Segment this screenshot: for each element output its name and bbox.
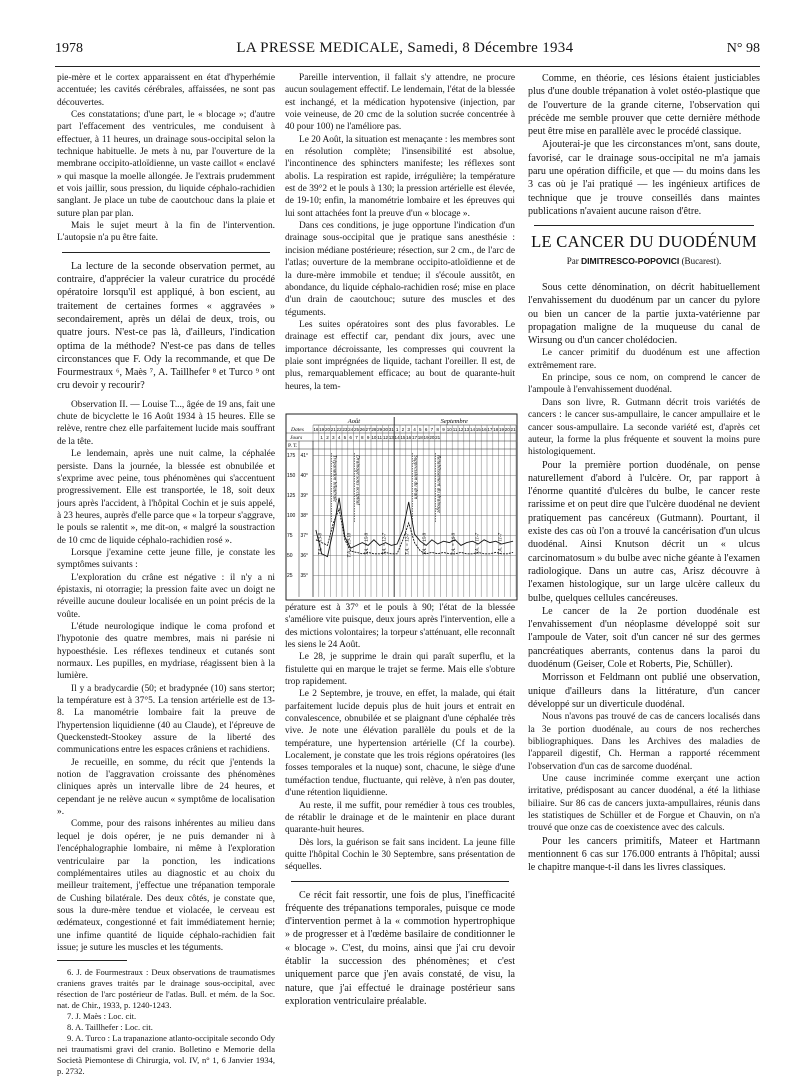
paragraph: Ajouterai-je que les circonstances m'ont, sans doute, favorisé, car le drainage sous-occipital ne m'a jamais paru une opération difficile, et que — du moins dans les 3 cas où je l'ai pratiqué — les ingénieux artifices de technique que je trouve conseillés dans maintes publications n'avaient aucune raison d'être.: [528, 139, 760, 217]
paragraph: pie-mère et le cortex apparaissent en état d'hyperhémie accentuée; les cavités cérébrales, affaissées, ne sont pas découvertes.: [57, 73, 275, 108]
footnote: 9. A. Turco : La trapanazione atlanto-occipitale secondo Ody nei traumatismi gravi del cranio. Bolletino e Memorie della Società Piemontese di Chirurgia, vol. IV, n° 1, 6 Janvier 1934, p. 2732.: [57, 1033, 275, 1077]
date-tick-label: 19: [319, 427, 325, 432]
day-tick-label: 12: [382, 435, 389, 440]
paragraph: Le lendemain, après une nuit calme, la céphalée persiste. Dans la journée, la blessée est obnubilée et s'exprime avec peine, tous phénomènes qui s'accentuent progressivement. Elle est transportée, le 18, soit deux jours après l'accident, à l'hôpital Cochin et je suis appelé, à 23 heures, auprès d'elle parce que « la torpeur s'aggrave, le pouls se ralentit », me dit-on, « malgré la soustraction de 10 cmc de liquide céphalo-rachidien rosé ».: [57, 449, 275, 546]
author-name: DIMITRESCO-POPOVICI: [580, 255, 680, 266]
paragraph: Sous cette dénomination, on décrit habituellement l'envahissement du duodénum par un cancer du pylore ou bien un cancer de la partie juxta-vatérienne par propagation maligne de la muqueuse du canal de Wirsung ou d'un cancer cholédocien.: [528, 281, 760, 347]
article-title: LE CANCER DU DUODÉNUM: [531, 232, 757, 252]
pulse-tick-label: 75: [287, 533, 293, 539]
date-tick-label: 6: [424, 427, 428, 432]
temp-tick-label: 38°: [300, 513, 309, 519]
ta-label: T.A. = 15-9: [423, 533, 429, 556]
temp-tick-label: 37°: [300, 533, 309, 539]
footnote: 8. A. Taillhefer : Loc. cit.: [67, 1022, 153, 1033]
annotation-label: Trépanation bilatérale: [331, 455, 338, 502]
separator: [62, 252, 269, 253]
paragraph: Je recueille, en somme, du récit que j'entends la notion de l'aggravation croissante des phénomènes cliniques après un intervalle libre de 24 heures, et cependant je ne relève aucun « symptôme de localisation ».: [57, 757, 275, 818]
footnote-rule: [57, 960, 127, 961]
legend-temp: [496, 596, 497, 597]
day-tick-label: 6: [349, 435, 352, 440]
paragraph: Nous n'avons pas trouvé de cas de cancers localisés dans la 3e portion duodénale, au cours de nos recherches bibliographiques. Dans les Archives des maladies de l'appareil digestif, Ch. Herman a rapporté récemment l'observation d'un cas de sarcome duodénal.: [528, 712, 760, 772]
header-rule: [55, 66, 760, 67]
separator: [291, 881, 510, 882]
date-tick-label: 12: [458, 427, 464, 432]
paragraph: La lecture de la seconde observation permet, au contraire, d'apprécier la valeur curatrice du procédé opératoire lorsqu'il est appliqué, à bon escient, au traitement de certaines formes « aggravées » secondairement, après un délai de deux, trois, ou quatre jours. N'est-ce pas là, d'ailleurs, l'indication optima de la méthode? N'est-ce pas dans de telles circonstances que F. Ody la recommande, et que De Fourmestraux ⁶, Maès ⁷, A. Taillhefer ⁸ et Turco ⁹ ont cru devoir y recourir?: [57, 260, 275, 392]
date-tick-label: 20: [504, 427, 510, 432]
date-tick-label: 15: [475, 427, 481, 432]
date-tick-label: 26: [359, 427, 365, 432]
paragraph: L'étude neurologique indique le coma profond et l'hypotonie des quatre membres, mais ni parésie ni hypoesthésie. Les réflexes tendineux et cutanés sont normaux. Les pupilles, en mydriase, réagissent bien à la lumière.: [57, 621, 275, 682]
temp-tick-label: 41°: [300, 453, 309, 459]
paragraph: pérature est à 37° et le pouls à 90; l'état de la blessée s'améliore vite puisque, deux jours après l'intervention, elle a des mictions volontaires; la torpeur s'atténuant, elle reconnaît les siens le 24 Août.: [285, 603, 515, 651]
month-label: Août: [347, 418, 361, 425]
paragraph: Les suites opératoires sont des plus favorables. Le drainage est effectif car, pendant dix jours, avec une importance décroissante, les compresses qui couvrent la plaie sont imprégnées de liquide, tachant l'oreiller. Il est, de plus, remarquablement efficace; au bout de quarante-huit heures, la tem-: [285, 319, 515, 392]
date-tick-label: 7: [430, 427, 434, 432]
clinical-chart-svg: [285, 413, 518, 601]
date-tick-label: 20: [324, 427, 331, 432]
row-label-pt: P. T.: [288, 443, 298, 449]
byline-par: Par: [566, 255, 579, 266]
column-2-top: [285, 72, 515, 412]
date-tick-label: 22: [336, 427, 342, 432]
byline: [528, 255, 760, 267]
date-tick-label: 2: [401, 427, 405, 432]
paragraph: Observation II. — Louise T..., âgée de 19 ans, fait une chute de bicyclette le 16 Août 1934 à 15 heures. Elle se relève, rentre chez elle parfaitement lucide mais souffrant de la tête.: [57, 399, 275, 447]
day-tick-label: 14: [394, 435, 400, 440]
date-tick-label: 14: [469, 427, 476, 432]
paragraph: Ces constatations; d'une part, le « blocage »; d'autre part l'effacement des ventricules, me conduisent à effectuer, à 11 heures, un drainage sous-occipital selon la technique habituelle. Je mets à nu, par l'ouverture de la membrane occipito-atloïdienne, un vaste caillot « enclavé » qui masque la moelle allongée. Je l'extrais prudemment et vois jaillir, sous pression, du liquide céphalo-rachidien sanglant. Je place un tube de caoutchouc dans la plaie et suture plan par plan.: [57, 110, 275, 219]
paragraph: Il y a bradycardie (50; et bradypnée (10) sans stertor; la température est à 37°5. La tension artérielle est de 13-8. La manométrie lombaire fait la preuve de l'hypertension liquidienne (40 au Claude), et l'épreuve de Queckenstedt-Stookey assure de la liberté des communications entre les espaces crâniens et rachidiens.: [57, 683, 275, 756]
temp-tick-label: 40°: [300, 473, 309, 479]
column-3: [528, 72, 760, 1077]
paragraph: Comme, pour des raisons inhérentes au milieu dans lequel je dois opérer, je ne puis demander ni à l'encéphalographie lombaire, ni même à l'exploration ventriculaire par la ponction, les indications complémentaires utiles au diagnostic et au choix du meilleur traitement, j'effectue une trépanation temporale de Cushing bilatérale. Des deux côtés, je constate que, sous la dure-mère tendue et violacée, le cerveau est œdémateux, congestionné et fait immédiatement hernie; une infime quantité de liquide céphalo-rachidien fait issue; je suture les muscles et les téguments.: [57, 819, 275, 953]
paragraph: Dans son livre, R. Gutmann décrit trois variétés de cancers : le cancer sus-ampullaire, le cancer ampullaire et le cancer sous-ampullaire. La seconde variété est, d'après cet auteur, la forme la plus fréquente et souvent la moins pure histologiquement.: [528, 397, 760, 458]
footnote: 6. J. de Fourmestraux : Deux observations de traumatismes craniens graves traités par le drainage sous-occipital, avec résection de l'arc postérieur de l'atlas. Bull. et mém. de la Soc. nat. de Chir., 1933, p. 1240-1243.: [57, 967, 275, 1011]
paragraph: Dès lors, la guérison se fait sans incident. La jeune fille quitte l'hôpital Cochin le 30 Septembre, sans présentation de séquelles.: [285, 837, 515, 873]
paragraph: L'exploration du crâne est négative : il n'y a ni épistaxis, ni otorragie; la pression faite avec un doigt ne réveille aucune douleur localisée en un point précis de la voûte.: [57, 572, 275, 620]
day-tick-label: 10: [371, 435, 377, 440]
day-tick-label: 21: [435, 435, 441, 440]
date-tick-label: 8: [436, 427, 439, 432]
date-tick-label: 4: [413, 427, 416, 432]
column-2-bottom: [285, 602, 515, 1077]
annotation-label: Suppression du drain: [412, 455, 419, 500]
legend-pulse: [482, 596, 483, 597]
ta-label: T.A. = 11-7: [498, 533, 504, 555]
date-tick-label: 10: [446, 427, 452, 432]
date-tick-label: 9: [442, 427, 445, 432]
chart-frame: [286, 414, 517, 600]
month-label: Septembre: [440, 418, 468, 425]
temperature-curve: [316, 509, 513, 554]
ta-label: T.A. = 12-7: [405, 533, 411, 556]
pulse-tick-label: 25: [287, 573, 293, 579]
day-tick-label: 16: [406, 435, 412, 440]
date-tick-label: 19: [498, 427, 505, 432]
date-tick-label: 29: [377, 427, 383, 432]
paragraph: Le cancer primitif du duodénum est une affection extrêmement rare.: [528, 348, 760, 371]
journal-title: LA PRESSE MEDICALE, Samedi, 8 Décembre 1934: [236, 40, 574, 56]
ta-label: T.A. = 12-7: [382, 533, 388, 556]
annotation-label: Rétablissement du drainage: [435, 455, 442, 513]
day-tick-label: 1: [320, 435, 323, 440]
date-tick-label: 16: [313, 427, 319, 432]
date-tick-label: 5: [419, 427, 422, 432]
date-tick-label: 21: [510, 427, 516, 432]
paragraph: Le 28, je supprime le drain qui paraît superflu, et la fistulette qui en marque le trajet se ferme. Mais elle s'obture trop rapidement.: [285, 652, 515, 688]
paragraph: Mais le sujet meurt à la fin de l'intervention. L'autopsie n'a pu être faite.: [57, 221, 275, 244]
date-tick-label: 24: [348, 427, 354, 432]
paragraph: Ce récit fait ressortir, une fois de plus, l'inefficacité fréquente des trépanations temporales, puisque ce mode d'intervention permet à la « commotion hypertrophique » de progresser et à l'œdème basilaire de conditionner le « blocage ». C'est, du moins, ainsi que j'ai cru devoir établir la succession des phénomènes; et c'est uniquement parce que j'en avais constaté, de visu, la nature, que j'ai effectué le drainage postérieur sans exploration ventriculaire préalable.: [285, 889, 515, 1007]
paragraph: En principe, sous ce nom, on comprend le cancer de l'ampoule à l'envahissement duodénal.: [528, 373, 760, 396]
date-tick-label: 1: [395, 427, 399, 432]
date-tick-label: 17: [487, 427, 493, 432]
day-tick-label: 11: [377, 435, 383, 440]
paragraph: Lorsque j'examine cette jeune fille, je constate les symptômes suivants :: [57, 547, 275, 571]
paragraph: Au reste, il me suffit, pour remédier à tous ces troubles, de rétablir le drainage et de le maintenir en place durant quarante-huit heures.: [285, 800, 515, 836]
date-tick-label: 16: [481, 427, 487, 432]
paragraph: Pour les cancers primitifs, Mateer et Hartmann mentionnent 6 cas sur 176.000 entrants à l'hôpital; aussi le chapitre manque-t-il dans les livres classiques.: [528, 835, 760, 874]
pulse-tick-label: 125: [287, 493, 296, 499]
ta-label: T.A. = 15-9: [365, 533, 371, 556]
pulse-tick-label: 50: [287, 553, 293, 559]
annotation-label: Drainage sous occipital: [354, 455, 361, 505]
day-tick-label: 4: [337, 435, 341, 440]
date-tick-label: 30: [382, 427, 389, 432]
day-tick-label: 9: [366, 435, 370, 440]
date-tick-label: 11: [452, 427, 458, 432]
date-tick-label: 23: [342, 427, 348, 432]
temp-tick-label: 39°: [300, 493, 309, 499]
date-tick-label: 31: [388, 427, 394, 432]
day-tick-label: 5: [343, 435, 347, 440]
issue-number: N° 98: [726, 41, 760, 56]
day-tick-label: 19: [423, 435, 429, 440]
paragraph: Le cancer de la 2e portion duodénale est l'envahissement d'un néoplasme développé soit sur l'ampoule de Vater, soit d'un cancer né sur des germes pancréatiques aberrants, contenus dans la paroi du duodénum (Geiser, Cole et Roberts, Pie, Schüller).: [528, 605, 760, 670]
temp-tick-label: 36°: [300, 553, 309, 559]
ta-label: T.A. = 16-9: [452, 533, 458, 556]
day-tick-label: 3: [332, 435, 335, 440]
row-label-dates: Dates: [291, 427, 304, 433]
column-1: [57, 72, 275, 1077]
day-tick-label: 18: [417, 435, 423, 440]
paragraph: Dans ces conditions, je juge opportune l'indication d'un drainage sous-occipital que je pratique sans anesthésie : incision médiane postérieure; résection, sur 2 cm., de l'arc de l'atlas; ouverture de la membrane occipito-atloïdienne et de la dure-mère immobile et tendue; il s'écoule aussitôt, en abondance, du liquide céphalo-rachidien rosé; mise en place d'un drain de caoutchouc; suture des muscles et des téguments.: [285, 221, 515, 318]
page-header: [55, 40, 760, 60]
row-label-days: Jours: [290, 435, 303, 441]
pulse-tick-label: 150: [287, 473, 296, 479]
page-number: 1978: [55, 41, 83, 56]
paragraph: Le 20 Août, la situation est menaçante : les membres sont en résolution complète; l'insensibilité est absolue, l'incontinence des sphincters manifeste; les réflexes sont abolis. La respiration est rapide, irrégulière; la température est de 39°2 et le pouls à 130; la pression artérielle est élevée, de 19-10; enfin, la manométrie lombaire et les épreuves qui lui sont attachées font la preuve d'un « blocage ».: [285, 134, 515, 219]
paragraph: Le 2 Septembre, je trouve, en effet, la malade, qui était parfaitement lucide depuis plus de huit jours et entrait en convalescence, obnubilée et se plaignant d'une céphalée très vive. Je note une élévation parallèle du pouls et de la température, une hypertension artérielle (Cf la courbe). Localement, je constate que les trois régions opératoires (les fosses temporales et la nuque) sont, chacune, le siège d'une tuméfaction tendue, fluctuante, qui relève, à n'en pas douter, d'une rétention liquidienne.: [285, 689, 515, 799]
paragraph: Comme, en théorie, ces lésions étaient justiciables plus d'une double trépanation à volet ostéo-plastique que de l'ouverture de la grande citerne, l'observation qui précède me semble prouver que cette dernière méthode peut être mise en parallèle avec le procédé classique.: [528, 73, 760, 138]
paragraph: Une cause incriminée comme exerçant une action irritative, prédisposant au cancer duodénal, a été la lithiase biliaire. Sur 86 cas de cancers juxta-ampullaires, réunis dans les statistiques de Schüller et de Forgue et Chauvin, on n'a trouvé que onze cas de coexistence avec des calculs.: [528, 773, 760, 834]
ta-label: T.A. = 11-7: [475, 533, 481, 555]
pulse-tick-label: 175: [287, 453, 296, 459]
ta-label: T.A. = 19-10: [347, 533, 353, 558]
temp-tick-label: 35°: [300, 573, 309, 579]
paragraph: Pour la première portion duodénale, on pense naturellement d'abord à l'ulcère. Or, par rapport à l'énorme quantité d'ulcères du bulbe, le cancer reste rarissime et on peut dire que l'ulcère duodénal ne devient pratiquement pas cancéreux (Gutmann). Pourtant, il existe des cas où l'on a trouvé la cancérisation d'un ulcus duodénal. Ainsi Knutson décrit un « ulcus carcinomatosum » du bulbe avec niche géante à l'examen radiologique. Dans un autre cas, Arisz découvre à l'examen histologique, sur un large ulcère calleux du bulbe, quelques cellules cancéreuses.: [528, 459, 760, 604]
day-tick-label: 20: [429, 435, 435, 440]
separator: [534, 225, 754, 226]
ta-label: T.A. = 13-8: [318, 533, 324, 556]
date-tick-label: 28: [371, 427, 377, 432]
paragraph: Pareille intervention, il fallait s'y attendre, ne procure aucun soulagement effectif. Le lendemain, l'état de la blessée est inchangé, et la médication hypotensive (injection, par voie veineuse, de 20 cmc de la solution sucrée concentrée à 40 pour 100) ne l'améliore pas.: [285, 73, 515, 133]
clinical-chart: [285, 413, 518, 601]
footnotes: [57, 967, 275, 1077]
day-tick-label: 2: [326, 435, 329, 440]
day-tick-label: 15: [400, 435, 406, 440]
date-tick-label: 3: [407, 427, 410, 432]
date-tick-label: 13: [464, 427, 470, 432]
author-city: (Bucarest).: [681, 255, 722, 266]
day-tick-label: 13: [388, 435, 394, 440]
day-tick-label: 17: [411, 435, 418, 440]
footnote: 7. J. Maès : Loc. cit.: [67, 1011, 137, 1022]
day-tick-label: 7: [355, 435, 358, 440]
pulse-tick-label: 100: [287, 513, 296, 519]
pulse-curve: [316, 498, 513, 557]
day-tick-label: 8: [361, 435, 364, 440]
paragraph: Morrisson et Feldmann ont publié une observation, unique d'ailleurs dans la littérature, d'un cancer développé sur un diverticule duodénal.: [528, 672, 760, 710]
date-tick-label: 27: [365, 427, 371, 432]
date-tick-label: 21: [330, 427, 336, 432]
date-tick-label: 25: [353, 427, 360, 432]
date-tick-label: 18: [493, 427, 499, 432]
